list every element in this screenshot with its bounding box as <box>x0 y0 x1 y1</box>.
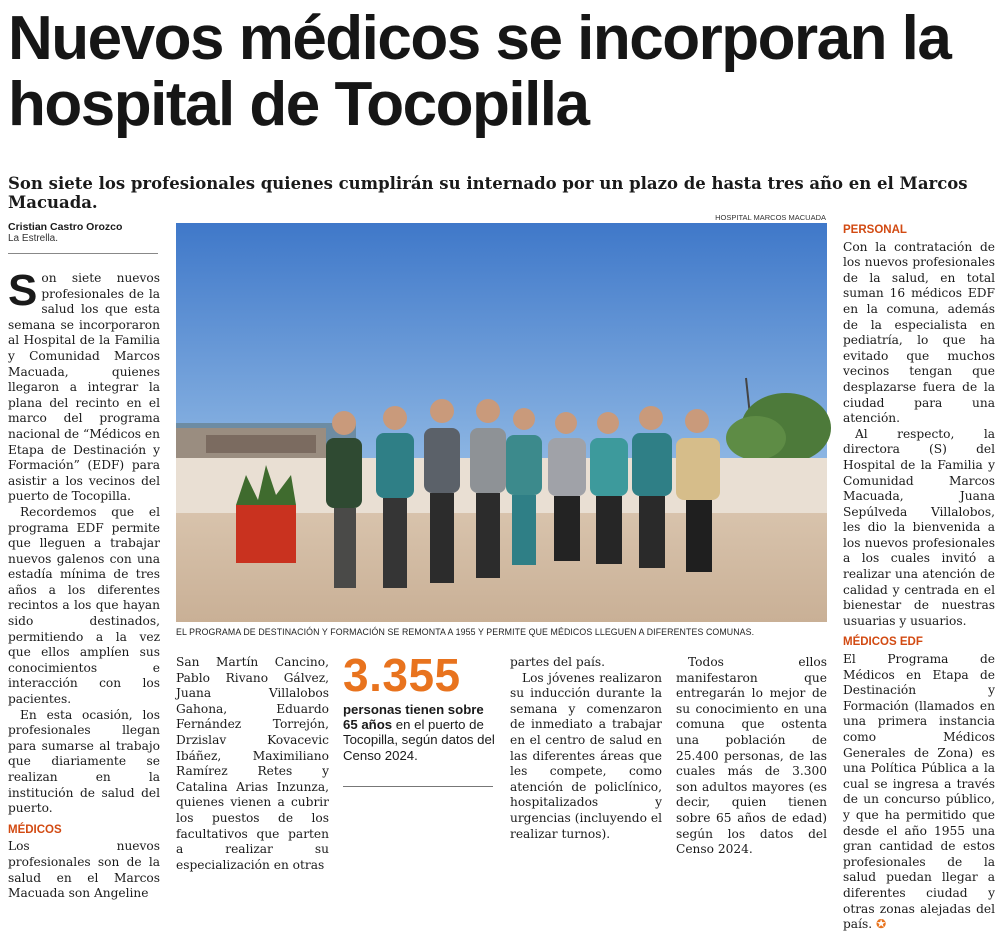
article-paragraph: Recordemos que el programa EDF permite que lleguen a trabajar nuevos galenos con una estadía mínima de tres años a los diferentes recintos a los que hayan sido destinados, permitiendo a la vez que ellos amplíen sus conocimientos e interacción con los pacientes. <box>8 504 160 707</box>
section-heading-personal: PERSONAL <box>843 224 907 236</box>
article-column-4 <box>510 655 662 841</box>
article-column-6 <box>843 223 995 932</box>
end-mark-icon: ✪ <box>875 917 887 932</box>
group-photo <box>176 223 827 622</box>
article-paragraph: Con la contratación de los nuevos profesionales de la salud, en total suman 16 médicos EDF en la comuna, además de la especialista en pediatría, lo que ha evitado que muchos vecinos tengan que desplazarse fuera de la ciudad para una atención. <box>843 239 995 426</box>
article-paragraph: El Programa de Médicos en Etapa de Destinación y Formación (llamados en una primera instancia como Médicos Generales de Zona) es una Política Pública a la cual se ingresa a través de un concurso público, y que ha permitido que desde el año 1955 una gran cantidad de estos profesionales de la salud puedan llegar a diferentes ciudad y otras zonas alejadas del país. ✪ <box>843 652 995 932</box>
byline-divider <box>8 253 158 254</box>
article-lead-paragraph: Son siete nuevos profesionales de la salud los que esta semana se incorporaron al Hospital de la Familia y Comunidad Marcos Macuada, quienes llegaron a integrar la plana del recinto en el marco del programa nacional de “Médicos en Etapa de Destinación y Formación” (EDF) para asistir a los vecinos del puerto de Tocopilla. <box>8 266 160 504</box>
article-paragraph: partes del país. <box>510 655 606 669</box>
photo-caption: EL PROGRAMA DE DESTINACIÓN Y FORMACIÓN SE REMONTA A 1955 Y PERMITE QUE MÉDICOS LLEGUEN A DIFERENTES COMUNAS. <box>176 627 755 637</box>
article-column-5 <box>676 655 827 857</box>
article-column-2 <box>176 655 329 872</box>
stat-description: personas tienen sobre 65 años en el puerto de Tocopilla, según datos del Censo 2024. <box>343 702 495 763</box>
stat-divider <box>343 786 493 787</box>
byline <box>8 221 158 244</box>
byline-author: Cristian Castro Orozco <box>8 221 123 233</box>
section-heading-medicos: MÉDICOS <box>8 823 62 836</box>
subhead: Son siete los profesionales quienes cumplirán su internado por un plazo de hasta tres año en el Marcos Macuada. <box>8 174 968 212</box>
stat-number: 3.355 <box>343 649 461 701</box>
article-paragraph: Los nuevos profesionales son de la salud en el Marcos Macuada son Angeline <box>8 839 160 901</box>
stat-callout <box>343 648 498 763</box>
drop-cap: S <box>8 266 38 315</box>
photo-credit: HOSPITAL MARCOS MACUADA <box>715 213 826 222</box>
article-paragraph: Los jóvenes realizaron su inducción durante la semana y comenzaron de inmediato a trabajar en el centro de salud en las diferentes áreas que les compete, como atención de policlínico, hospitalizados y urgencias (incluyendo el realizar turnos). <box>510 670 662 841</box>
article-paragraph: Al respecto, la directora (S) del Hospital de la Familia y Comunidad Marcos Macuada, Juana Sepúlveda Villalobos, les dio la bienvenida a los nuevos profesionales a los cuales invitó a realizar una atención de calidad y centrada en el bienestar de nuestras usuarias y usuarios. <box>843 426 995 628</box>
headline: Nuevos médicos se incorporan la hospital de Tocopilla <box>8 4 951 139</box>
article-paragraph: En esta ocasión, los profesionales llegan para sumarse al trabajo que diariamente se realizan en la institución de salud del puerto. <box>8 707 160 816</box>
article-paragraph: San Martín Cancino, Pablo Rivano Gálvez, Juana Villalobos Gahona, Eduardo Fernández Torrejón, Drzislav Kovacevic Ibáñez, Maximiliano Ramírez Retes y Catalina Arias Inzunza, quienes vienen a cubrir los puestos de los facultativos que parten a realizar su especialización en otras <box>176 655 329 872</box>
article-paragraph: Todos ellos manifestaron que entregarán lo mejor de su conocimiento en una comuna que ostenta una población de 25.400 personas, de las cuales más de 3.300 son adultos mayores (es decir, quien tienen sobre 65 años de edad) según los datos del Censo 2024. <box>676 655 827 857</box>
article-column-1 <box>8 266 160 901</box>
section-heading-medicos-edf: MÉDICOS EDF <box>843 636 923 649</box>
byline-outlet: La Estrella. <box>8 233 59 244</box>
